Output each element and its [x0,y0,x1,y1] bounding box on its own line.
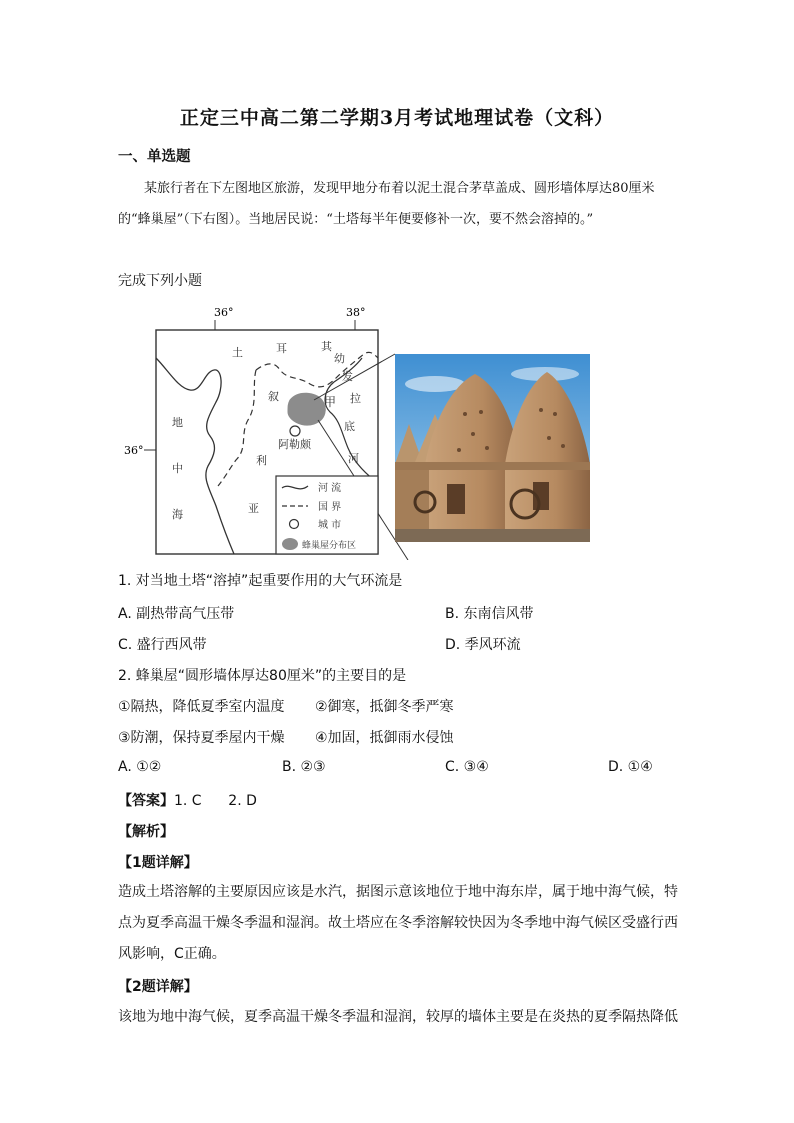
label-tu: 土 [232,346,243,359]
legend-area-symbol [282,538,298,550]
label-er: 耳 [276,342,287,355]
section-heading: 一、单选题 [118,149,191,165]
label-zhong: 中 [172,462,183,475]
label-ya: 亚 [248,502,259,515]
q2-statement-1: ①隔热，降低夏季室内温度 [118,699,285,715]
longitude-label-left: 36° [214,306,234,319]
label-fa: 发 [342,370,353,383]
label-di: 地 [172,416,183,429]
q1-stem: 1. 对当地土塔“溶掉”起重要作用的大气环流是 [118,573,403,589]
label-xu: 叙 [268,390,279,403]
legend-border-label: 国 界 [318,502,342,513]
q2-option-d: D. ①④ [608,759,653,775]
question-intro: 某旅行者在下左图地区旅游，发现甲地分布着以泥土混合茅草盖成、圆形墙体厚达80厘米的“蜂巢屋”（下右图）。当地居民说：“土塔每半年便要修补一次，要不然会溶掉的。” [118,181,655,227]
detail1-text: 造成土塔溶解的主要原因应该是水汽，据图示意该地位于地中海东岸，属于地中海气候，特点为夏季高温干燥冬季温和湿润。故土塔应在冬季溶解较快因为冬季地中海气候区受盛行西风影响，C正确。 [118,884,678,962]
legend-city-symbol [290,520,299,529]
legend-river-label: 河 流 [318,483,342,494]
legend-area-label: 蜂巢屋分布区 [302,541,357,551]
q2-option-a: A. ①② [118,759,162,775]
label-aleppo: 阿勒颇 [278,438,311,451]
label-di2: 底 [344,420,355,433]
detail2-text: 该地为地中海气候，夏季高温干燥冬季温和湿润，较厚的墙体主要是在炎热的夏季隔热降低 [118,1009,678,1025]
q1-option-b: B. 东南信风带 [445,606,534,622]
answer-line [118,790,257,810]
hive-area [288,393,325,425]
answer-text: 1. C 2. D [174,793,257,809]
label-he: 河 [348,452,359,465]
q2-statement-2: ②御寒，抵御冬季严寒 [315,699,454,715]
label-you: 幼 [334,352,345,365]
label-hai: 海 [172,508,183,521]
answer-label: 【答案】 [118,793,174,809]
latitude-label: 36° [124,444,144,457]
label-la: 拉 [350,392,361,405]
q2-statement-4: ④加固，抵御雨水侵蚀 [315,730,454,746]
q2-stem: 2. 蜂巢屋“圆形墙体厚达80厘米”的主要目的是 [118,668,407,684]
q2-statement-3: ③防潮，保持夏季屋内干燥 [118,730,285,746]
q1-option-c: C. 盛行西风带 [118,637,207,653]
aleppo-city [290,426,300,436]
longitude-label-right: 38° [346,306,366,319]
q2-option-b: B. ②③ [282,759,326,775]
analysis-label: 【解析】 [118,824,174,840]
detail1-label: 【1题详解】 [118,855,198,871]
label-jia: 甲 [324,395,337,409]
page-title: 正定三中高二第二学期3月考试地理试卷（文科） [179,107,615,129]
label-li: 利 [256,454,267,467]
label-qi: 其 [321,340,332,353]
q1-option-a: A. 副热带高气压带 [118,606,235,622]
q1-option-d: D. 季风环流 [445,637,521,653]
instruction: 完成下列小题 [118,273,202,289]
beehive-houses-photo [395,354,590,542]
q2-option-c: C. ③④ [445,759,489,775]
legend-city-label: 城 市 [318,520,342,531]
detail2-label: 【2题详解】 [118,979,198,995]
